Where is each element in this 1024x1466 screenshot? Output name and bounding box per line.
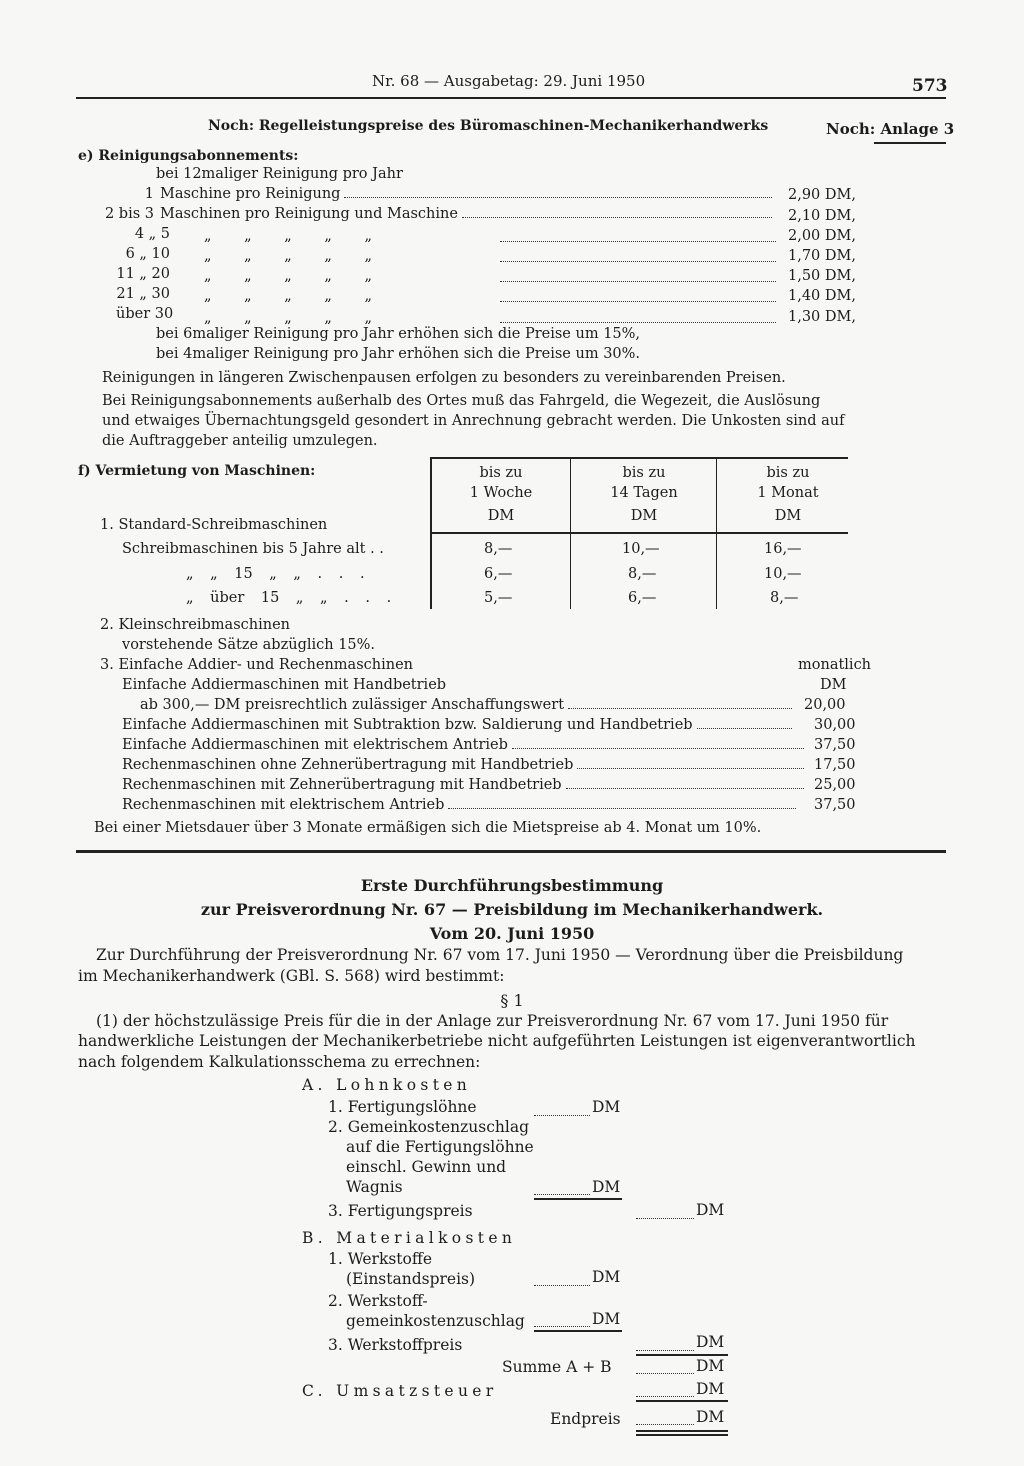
adder-price: 20,00 <box>804 697 846 713</box>
scheme-b1-l2: (Einstandspreis) <box>346 1270 476 1288</box>
scheme-sum: Summe A + B <box>502 1358 612 1376</box>
rental-col-header: DM <box>630 508 658 524</box>
scheme-c-title: C. Umsatzsteuer <box>302 1382 498 1400</box>
scheme-unit: DM <box>592 1178 621 1196</box>
rental-row-label: „ „ 15 „ „ . . . <box>186 566 365 582</box>
adder-label-text: Rechenmaschinen mit elektrischem Antrieb <box>122 797 445 813</box>
section-rule <box>76 850 946 853</box>
rental-table-col-rule <box>570 457 571 609</box>
scheme-a3: 3. Fertigungspreis <box>328 1202 473 1220</box>
scheme-double-underline <box>636 1434 728 1436</box>
rental-cell: 10,— <box>622 541 660 557</box>
decree-p1-l2: handwerkliche Leistungen der Mechanikerbetriebe nicht aufgeführten Leistungen ist eigenverantwortlich <box>78 1032 916 1050</box>
rental-cell: 8,— <box>770 590 799 606</box>
rental-footnote: Bei einer Mietsdauer über 3 Monate ermäßigen sich die Mietspreise ab 4. Monat um 10%. <box>94 820 762 836</box>
cleaning-ditto: „ „ „ „ „ <box>204 248 372 264</box>
cleaning-desc-text: Maschinen pro Reinigung und Maschine <box>160 206 458 222</box>
cleaning-ditto: „ „ „ „ „ <box>204 228 372 244</box>
cleaning-leader <box>500 322 776 323</box>
adder-price: 37,50 <box>814 797 856 813</box>
adder-label <box>122 737 808 753</box>
rental-table-col-rule <box>716 457 717 609</box>
monthly-unit: DM <box>820 677 847 693</box>
rental-row-label: Schreibmaschinen bis 5 Jahre alt . . <box>122 541 384 557</box>
scheme-leader <box>636 1373 694 1374</box>
adder-label-text: Rechenmaschinen ohne Zehnerübertragung mit Handbetrieb <box>122 757 574 773</box>
adder-label <box>122 717 796 733</box>
issue-line: Nr. 68 — Ausgabetag: 29. Juni 1950 <box>372 72 646 90</box>
rental-cell: 8,— <box>484 541 513 557</box>
rental-col-header: bis zu <box>479 465 523 481</box>
cleaning-price: 1,30 DM, <box>788 309 856 325</box>
adder-price: 30,00 <box>814 717 856 733</box>
decree-date: Vom 20. Juni 1950 <box>429 924 595 943</box>
adder-label <box>140 697 796 713</box>
cleaning-desc <box>160 206 776 222</box>
cleaning-price: 2,90 DM, <box>788 187 856 203</box>
scheme-a2-l3: einschl. Gewinn und <box>346 1158 507 1176</box>
page-number: 573 <box>912 76 948 96</box>
scheme-a2-l4: Wagnis <box>346 1178 403 1196</box>
scheme-b3: 3. Werkstoffpreis <box>328 1336 463 1354</box>
para-travel-l1: Bei Reinigungsabonnements außerhalb des Ortes muß das Fahrgeld, die Wegezeit, die Auslösung <box>102 393 821 409</box>
scheme-leader <box>534 1326 590 1327</box>
cleaning-desc <box>160 186 776 202</box>
cleaning-price: 2,00 DM, <box>788 228 856 244</box>
decree-p1-l1: (1) der höchstzulässige Preis für die in der Anlage zur Preisverordnung Nr. 67 vom 17. Juni 1950 für <box>96 1012 889 1030</box>
adder-label-text: Rechenmaschinen mit Zehnerübertragung mit Handbetrieb <box>122 777 562 793</box>
rental-cell: 10,— <box>764 566 802 582</box>
cleaning-ditto: „ „ „ „ „ <box>204 288 372 304</box>
scheme-a1: 1. Fertigungslöhne <box>328 1098 477 1116</box>
rental-col-header: 1 Woche <box>469 485 533 501</box>
rental-cell: 16,— <box>764 541 802 557</box>
scheme-leader <box>636 1350 694 1351</box>
rental-cell: 8,— <box>628 566 657 582</box>
rental-cell: 5,— <box>484 590 513 606</box>
cleaning-desc-text: Maschine pro Reinigung <box>160 186 341 202</box>
rental-col-header: bis zu <box>766 465 810 481</box>
annex-label: Noch: Anlage 3 <box>826 120 955 138</box>
decree-title-2: zur Preisverordnung Nr. 67 — Preisbildung im Mechanikerhandwerk. <box>200 900 824 919</box>
para-travel-l2: und etwaiges Übernachtungsgeld gesondert in Anrechnung gebracht werden. Die Unkosten sind auf <box>102 413 845 429</box>
cleaning-leader <box>500 241 776 242</box>
scheme-underline <box>534 1330 622 1332</box>
scheme-underline <box>636 1354 728 1356</box>
subheading: Noch: Regelleistungspreise des Büromaschinen-Mechanikerhandwerks <box>208 118 769 134</box>
adder-price: 17,50 <box>814 757 856 773</box>
cleaning-leader <box>500 281 776 282</box>
rental-row-label: „ über 15 „ „ . . . <box>186 590 392 606</box>
header-rule <box>76 97 946 99</box>
scheme-leader <box>636 1218 694 1219</box>
cleaning-price: 1,70 DM, <box>788 248 856 264</box>
scheme-unit: DM <box>696 1333 725 1351</box>
note-6x: bei 6maliger Reinigung pro Jahr erhöhen sich die Preise um 15%, <box>156 326 641 342</box>
scheme-leader <box>636 1396 694 1397</box>
cleaning-ditto: „ „ „ „ „ <box>204 310 372 326</box>
rental-table-top-rule <box>430 457 848 459</box>
scheme-double-underline <box>636 1430 728 1432</box>
rental-col-header: bis zu <box>622 465 666 481</box>
rental-cell: 6,— <box>628 590 657 606</box>
adder-heading: Einfache Addiermaschinen mit Handbetrieb <box>122 677 447 693</box>
cleaning-range: über 30 <box>116 306 174 322</box>
cleaning-price: 1,40 DM, <box>788 288 856 304</box>
rental-item-3: 3. Einfache Addier- und Rechenmaschinen <box>100 657 413 673</box>
scheme-leader <box>534 1194 590 1195</box>
annex-underline <box>874 142 946 144</box>
scheme-unit: DM <box>592 1268 621 1286</box>
cleaning-range: 6 „ 10 <box>125 246 170 262</box>
rental-col-header: 1 Monat <box>757 485 819 501</box>
scheme-unit: DM <box>696 1201 725 1219</box>
scheme-unit: DM <box>696 1380 725 1398</box>
para-travel-l3: die Auftraggeber anteilig umzulegen. <box>102 433 378 449</box>
scheme-a2-l2: auf die Fertigungslöhne <box>346 1138 534 1156</box>
scheme-b2-l2: gemeinkostenzuschlag <box>346 1312 525 1330</box>
decree-intro-l1: Zur Durchführung der Preisverordnung Nr. 67 vom 17. Juni 1950 — Verordnung über die Preisbildung <box>96 946 904 964</box>
scheme-leader <box>534 1285 590 1286</box>
cleaning-range: 1 <box>144 186 154 202</box>
adder-label <box>122 757 808 773</box>
scheme-unit: DM <box>696 1408 725 1426</box>
scheme-a-title: A. Lohnkosten <box>302 1076 472 1094</box>
paragraph-sign: § 1 <box>500 991 524 1010</box>
adder-label-text: Einfache Addiermaschinen mit elektrischem Antrieb <box>122 737 508 753</box>
decree-p1-l3: nach folgendem Kalkulationsschema zu errechnen: <box>78 1053 481 1071</box>
note-4x: bei 4maliger Reinigung pro Jahr erhöhen sich die Preise um 30%. <box>156 346 641 362</box>
cleaning-range: 2 bis 3 <box>104 206 154 222</box>
adder-label <box>122 797 800 813</box>
monthly-label: monatlich <box>798 657 872 673</box>
section-e-heading: e) Reinigungsabonnements: <box>78 148 299 164</box>
cleaning-range: 4 „ 5 <box>134 226 170 242</box>
adder-label-text: Einfache Addiermaschinen mit Subtraktion bzw. Saldierung und Handbetrieb <box>122 717 693 733</box>
rental-item-2-note: vorstehende Sätze abzüglich 15%. <box>122 637 376 653</box>
rental-item-1: 1. Standard-Schreibmaschinen <box>100 517 328 533</box>
scheme-a2-l1: 2. Gemeinkostenzuschlag <box>328 1118 530 1136</box>
cleaning-ditto: „ „ „ „ „ <box>204 268 372 284</box>
rental-col-header: DM <box>774 508 802 524</box>
section-f-heading: f) Vermietung von Maschinen: <box>78 463 316 479</box>
scheme-b1-l1: 1. Werkstoffe <box>328 1250 433 1268</box>
adder-price: 25,00 <box>814 777 856 793</box>
scheme-end: Endpreis <box>550 1410 621 1428</box>
section-e-intro: bei 12maliger Reinigung pro Jahr <box>156 166 403 182</box>
rental-col-header: DM <box>487 508 515 524</box>
scheme-unit: DM <box>592 1310 621 1328</box>
para-intervals: Reinigungen in längeren Zwischenpausen erfolgen zu besonders zu vereinbarenden Preisen. <box>102 370 786 386</box>
adder-label-text: ab 300,— DM preisrechtlich zulässiger Anschaffungswert <box>140 697 565 713</box>
scheme-unit: DM <box>696 1357 725 1375</box>
rental-table-head-rule <box>430 532 848 534</box>
scheme-b-title: B. Materialkosten <box>302 1229 517 1247</box>
cleaning-price: 2,10 DM, <box>788 208 856 224</box>
cleaning-range: 21 „ 30 <box>116 286 170 302</box>
scheme-leader <box>534 1115 590 1116</box>
scheme-underline <box>636 1400 728 1402</box>
adder-label <box>122 777 808 793</box>
cleaning-price: 1,50 DM, <box>788 268 856 284</box>
adder-price: 37,50 <box>814 737 856 753</box>
rental-item-2: 2. Kleinschreibmaschinen <box>100 617 290 633</box>
cleaning-range: 11 „ 20 <box>116 266 170 282</box>
scheme-underline <box>534 1198 622 1200</box>
rental-col-header: 14 Tagen <box>610 485 678 501</box>
decree-intro-l2: im Mechanikerhandwerk (GBl. S. 568) wird bestimmt: <box>78 967 505 985</box>
cleaning-leader <box>500 261 776 262</box>
cleaning-leader <box>500 301 776 302</box>
scheme-leader <box>636 1424 694 1425</box>
scheme-unit: DM <box>592 1098 621 1116</box>
rental-cell: 6,— <box>484 566 513 582</box>
decree-title-1: Erste Durchführungsbestimmung <box>360 876 664 895</box>
scheme-b2-l1: 2. Werkstoff- <box>328 1292 428 1310</box>
